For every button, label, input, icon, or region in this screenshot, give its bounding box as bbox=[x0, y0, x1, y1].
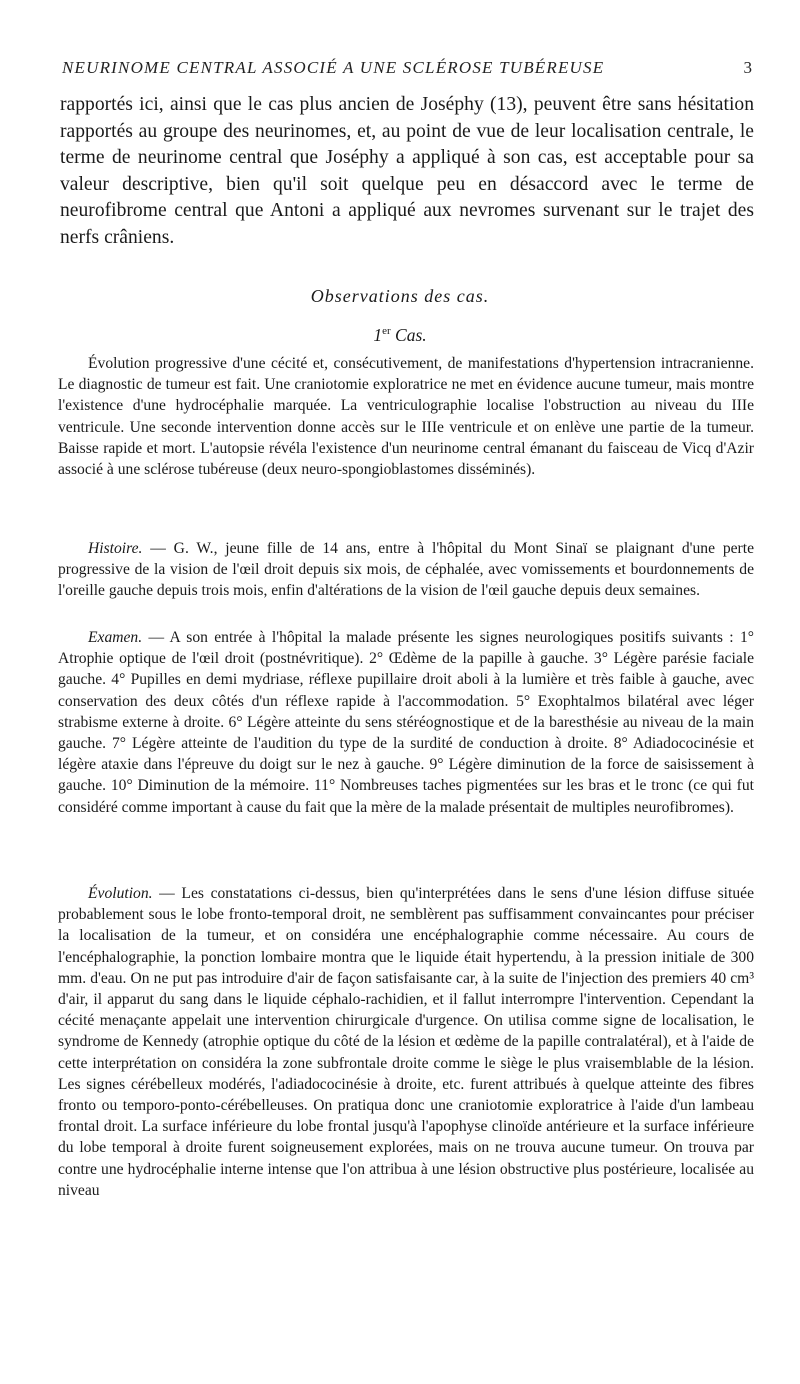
page-number: 3 bbox=[743, 58, 752, 77]
case-label: Cas. bbox=[395, 325, 427, 345]
case-summary-paragraph: Évolution progressive d'une cécité et, consécutivement, de manifestations d'hypertension intracranienne. Le diagnostic de tumeur est fait. Une craniotomie exploratrice ne met en évidence aucune tumeur, mais montre l'existence d'une hydrocéphalie marquée. La ventriculographie localise l'obstruction au niveau du IIIe ventricule. Une seconde intervention donne accès sur le IIIe ventricule et on enlève une partie de la tumeur. Baisse rapide et mort. L'autopsie révéla l'existence d'un neurinome central émanant du faisceau de Vicq d'Azir associé à une sclérose tubéreuse (deux neuro-spongioblastomes disséminés). bbox=[58, 355, 754, 479]
examen-lead: Examen. bbox=[88, 629, 143, 646]
examen-paragraph bbox=[58, 627, 754, 818]
case-superscript: er bbox=[382, 325, 391, 338]
histoire-text: — G. W., jeune fille de 14 ans, entre à l'hôpital du Mont Sinaï se plaignant d'une perte progressive de la vision de l'œil droit depuis six mois, de céphalée, avec vomissements et bourdonnements de l'oreille gauche depuis trois mois, enfin d'altérations de la vision de l'œil gauche depuis deux semaines. bbox=[58, 540, 754, 600]
evolution-text: — Les constatations ci-dessus, bien qu'interprétées dans le sens d'une lésion diffuse située probablement sous le lobe fronto-temporal droit, ne semblèrent pas suffisamment convaincantes pour préciser la localisation de la tumeur, et on considéra une encéphalographie comme nécessaire. Au cours de l'encéphalographie, la ponction lombaire montra que le liquide était hypertendu, à la pression initiale de 300 mm. d'eau. On ne put pas introduire d'air de façon satisfaisante car, à la suite de l'injection des premiers 40 cm³ d'air, il apparut du sang dans le liquide céphalo-rachidien, et il fallut interrompre l'intervention. Cependant la cécité menaçante appelait une intervention chirurgicale d'urgence. On utilisa comme signe de localisation, le syndrome de Kennedy (atrophie optique du côté de la lésion et œdème de la papille contralatéral), et à l'aide de cette interprétation on considéra la zone subfrontale droite comme le siège le plus vraisemblable de la lésion. Les signes cérébelleux modérés, l'adiadococinésie à droite, etc. furent attribués à quelque atteinte des fibres fronto ou temporo-ponto-cérébelleuses. On pratiqua donc une craniotomie exploratrice à l'aide d'un lambeau frontal droit. La surface inférieure du lobe frontal jusqu'à l'apophyse clinoïde antérieure et la surface inférieure du lobe temporal à droite furent soigneusement explorées, mais on ne trouva aucune tumeur. On trouva par contre une hydrocéphalie interne intense que l'on attribua à une lésion obstructive plus postérieure, localisée au niveau bbox=[58, 885, 754, 1199]
section-title: Observations des cas. bbox=[310, 286, 490, 306]
histoire-paragraph bbox=[58, 538, 754, 602]
examen-text: — A son entrée à l'hôpital la malade présente les signes neurologiques positifs suivants : 1° Atrophie optique de l'œil droit (postnévritique). 2° Œdème de la papille à gauche. 3° Légère parésie faciale gauche. 4° Pupilles en demi mydriase, réflexe pupillaire droit aboli à la lumière et très faible à gauche, avec conservation des deux côtés d'un réflexe rapide à l'accommodation. 5° Exophtalmos bilatéral avec léger strabisme externe à droite. 6° Légère atteinte du sens stéréognostique et de la baresthésie au niveau de la main gauche. 7° Légère atteinte de l'audition du type de la surdité de conduction à droite. 8° Adiadococinésie et légère ataxie dans l'épreuve du doigt sur le nez à gauche. 9° Légère diminution de la force de saisissement à gauche. 10° Diminution de la mémoire. 11° Nombreuses taches pigmentées sur les bras et le tronc (ce qui fut considéré comme important à cause du fait que la mère de la malade présentait de multiples neurofibromes). bbox=[58, 629, 754, 816]
case-number: 1 bbox=[373, 325, 383, 345]
evolution-lead: Évolution. bbox=[88, 885, 153, 902]
evolution-paragraph bbox=[58, 883, 754, 1201]
histoire-lead: Histoire. bbox=[88, 540, 143, 557]
running-title: NEURINOME CENTRAL ASSOCIÉ A UNE SCLÉROSE TUBÉREUSE bbox=[62, 58, 605, 77]
case-title bbox=[0, 325, 800, 346]
intro-paragraph: rapportés ici, ainsi que le cas plus ancien de Joséphy (13), peuvent être sans hésitation rapportés au groupe des neurinomes, et, au point de vue de leur localisation centrale, le terme de neurinome central que Joséphy a appliqué à son cas, est acceptable pour sa valeur descriptive, bien qu'il soit quelque peu en désaccord avec le terme de neurofibrome central que Antoni a appliqué aux nevromes survenant sur le trajet des nerfs crâniens. bbox=[60, 94, 754, 248]
running-header bbox=[62, 58, 752, 78]
